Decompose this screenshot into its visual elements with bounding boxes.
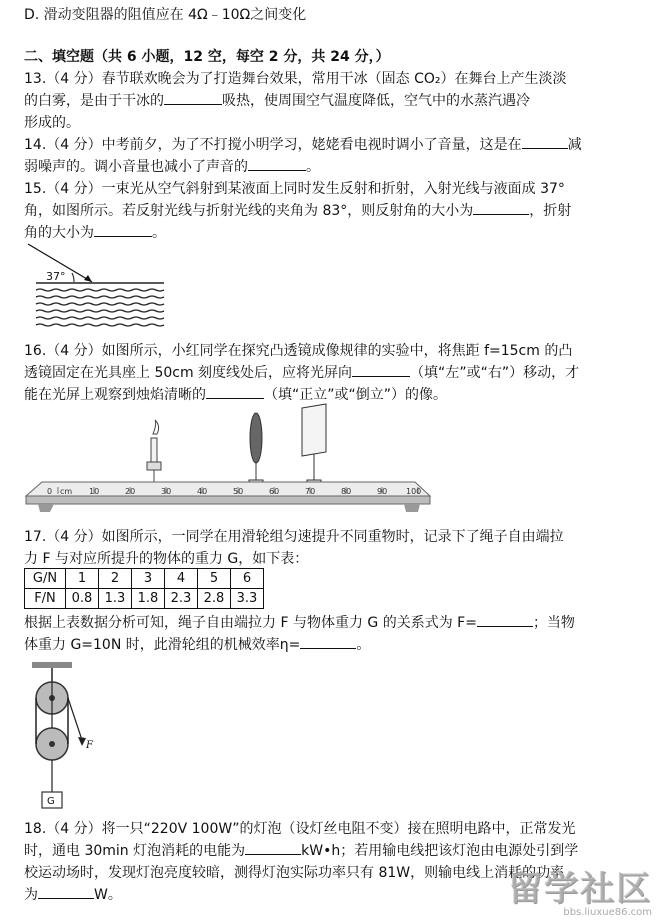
- q16-line1: 16.（4 分）如图所示，小红同学在探究凸透镜成像规律的实验中，将焦距 f=15cm 的凸: [24, 343, 573, 359]
- q15-text-d: 。: [152, 225, 166, 241]
- q14-text-a: 14.（4 分）中考前夕，为了不打搅小明学习，姥姥看电视时调小了音量，这是在: [24, 137, 522, 153]
- q13-blank[interactable]: [164, 90, 222, 105]
- q15-text-a: 角，如图所示。若反射光线与折射光线的夹角为 83°，则反射角的大小为: [24, 203, 474, 219]
- q18-blank-1[interactable]: [245, 840, 301, 855]
- q18-line4: [24, 884, 122, 906]
- convex-lens: [249, 413, 263, 492]
- q14-text-c: 弱噪声的。调小音量也减小了声音的: [24, 159, 248, 175]
- q17-line3: [24, 612, 575, 634]
- q18-blank-2[interactable]: [38, 884, 94, 899]
- watermark-brand: 留学社区: [508, 869, 652, 909]
- q18-text-b: kW•h；若用输电线把该灯泡由电源处引到学: [301, 843, 579, 859]
- ruler-label-50: 50: [233, 487, 244, 496]
- q18-text-a: 时，通电 30min 灯泡消耗的电能为: [24, 843, 246, 859]
- table-cell: 6: [231, 569, 264, 589]
- option-d: D. 滑动变阻器的阻值应在 4Ω﹣10Ω之间变化: [24, 7, 307, 23]
- ruler-label-90: 90: [377, 487, 388, 496]
- q13-line2: [24, 90, 530, 112]
- table-cell: F/N: [25, 589, 66, 609]
- site-watermark: [508, 871, 652, 918]
- q18-line2: [24, 840, 578, 862]
- label-f: F: [86, 740, 93, 751]
- q15-text-c: 角的大小为: [24, 225, 94, 241]
- q16-text-b: （填“左”或“右”）移动，才: [410, 365, 580, 381]
- q17-blank-2[interactable]: [300, 634, 356, 649]
- q18-line1: 18.（4 分）将一只“220V 100W”的灯泡（设灯丝电阻不变）接在照明电路中，正常发光: [24, 821, 576, 837]
- ruler-label-100: 100: [406, 487, 422, 496]
- ruler-label-0: 0: [47, 487, 53, 496]
- section-title: 二、填空题（共 6 小题，12 空，每空 2 分，共 24 分，）: [24, 49, 390, 65]
- q15-liquid-figure: [24, 240, 174, 332]
- table-cell: 2.8: [198, 589, 231, 609]
- q16-blank-1[interactable]: [352, 362, 410, 377]
- q16-text-c: 能在光屏上观察到烛焰清晰的: [24, 387, 206, 403]
- table-cell: 3: [132, 569, 165, 589]
- table-cell: 5: [198, 569, 231, 589]
- q15-line2: [24, 200, 571, 222]
- q15-blank-2[interactable]: [94, 222, 152, 237]
- table-cell: 3.3: [231, 589, 264, 609]
- q17-text-c: 体重力 G=10N 时，此滑轮组的机械效率η=: [24, 637, 301, 653]
- light-screen: [302, 404, 326, 492]
- q17-blank-1[interactable]: [477, 612, 533, 627]
- force-arrow: [78, 737, 86, 746]
- ruler-label-70: 70: [305, 487, 316, 496]
- table-cell: 2: [99, 569, 132, 589]
- q15-text-b: ，折射: [529, 203, 572, 219]
- pulley-figure: [24, 662, 104, 812]
- q14-line2: [24, 156, 320, 178]
- q17-text-a: 根据上表数据分析可知，绳子自由端拉力 F 与物体重力 G 的关系式为 F=: [24, 615, 477, 631]
- candle: [147, 420, 161, 492]
- table-row: [25, 589, 264, 609]
- ruler-label-80: 80: [341, 487, 352, 496]
- table-row: [25, 569, 264, 589]
- q15-blank-1[interactable]: [473, 200, 529, 215]
- optical-bench-figure: [20, 400, 440, 520]
- q14-blank-1[interactable]: [522, 134, 568, 149]
- force-weight-table: [24, 568, 264, 609]
- q14-text-b: 减: [567, 137, 582, 153]
- angle-arc: [72, 273, 74, 282]
- q17-line1: 17.（4 分）如图所示，一同学在用滑轮组匀速提升不同重物时，记录下了绳子自由端拉: [24, 529, 564, 545]
- ruler-unit: cm: [60, 487, 73, 496]
- q13-line1: 13.（4 分）春节联欢晚会为了打造舞台效果，常用干冰（固态 CO₂）在舞台上产生淡淡: [24, 71, 567, 87]
- bench-rail: [26, 482, 430, 512]
- ruler-label-30: 30: [161, 487, 172, 496]
- table-cell: 0.8: [66, 589, 99, 609]
- q13-text-a: 的白雾，是由于干冰的: [24, 93, 164, 109]
- table-cell: 1: [66, 569, 99, 589]
- angle-label: 37°: [46, 270, 66, 283]
- q18-text-c: 为: [24, 887, 38, 903]
- q16-line2: [24, 362, 579, 384]
- q14-line1: [24, 134, 582, 156]
- label-g: G: [47, 796, 55, 807]
- q17-line2: 力 F 与对应所提升的物体的重力 G，如下表：: [24, 551, 309, 567]
- ruler-label-20: 20: [125, 487, 136, 496]
- q16-text-d: （填“正立”或“倒立”）的像。: [264, 387, 448, 403]
- ruler-label-10: 10: [89, 487, 100, 496]
- q18-text-d: W。: [94, 887, 122, 903]
- q15-line1: 15.（4 分）一束光从空气斜射到某液面上同时发生反射和折射，入射光线与液面成 37°: [24, 181, 565, 197]
- q17-line4: [24, 634, 370, 656]
- table-cell: 4: [165, 569, 198, 589]
- watermark-url: bbs.liuxue86.com: [563, 907, 652, 918]
- ceiling: [32, 662, 72, 668]
- q17-text-d: 。: [356, 637, 371, 653]
- q13-line3: 形成的。: [24, 115, 80, 131]
- q16-blank-2[interactable]: [206, 384, 264, 399]
- ruler-label-60: 60: [269, 487, 280, 496]
- q16-text-a: 透镜固定在光具座上 50cm 刻度线处后，应将光屏向: [24, 365, 353, 381]
- table-cell: 1.8: [132, 589, 165, 609]
- liquid-waves: [36, 283, 164, 326]
- q13-text-b: 吸热，使周围空气温度降低，空气中的水蒸汽遇冷: [222, 93, 530, 109]
- rope-free-end: [68, 698, 82, 740]
- ruler-label-40: 40: [197, 487, 208, 496]
- q14-blank-2[interactable]: [248, 156, 306, 171]
- q17-text-b: ；当物: [532, 615, 575, 631]
- table-cell: 2.3: [165, 589, 198, 609]
- q14-text-d: 。: [306, 159, 320, 175]
- q18-line3: 校运动场时，发现灯泡亮度较暗，测得灯泡实际功率只有 81W，则输电线上消耗的功率: [24, 865, 565, 881]
- table-cell: 1.3: [99, 589, 132, 609]
- table-cell: G/N: [25, 569, 66, 589]
